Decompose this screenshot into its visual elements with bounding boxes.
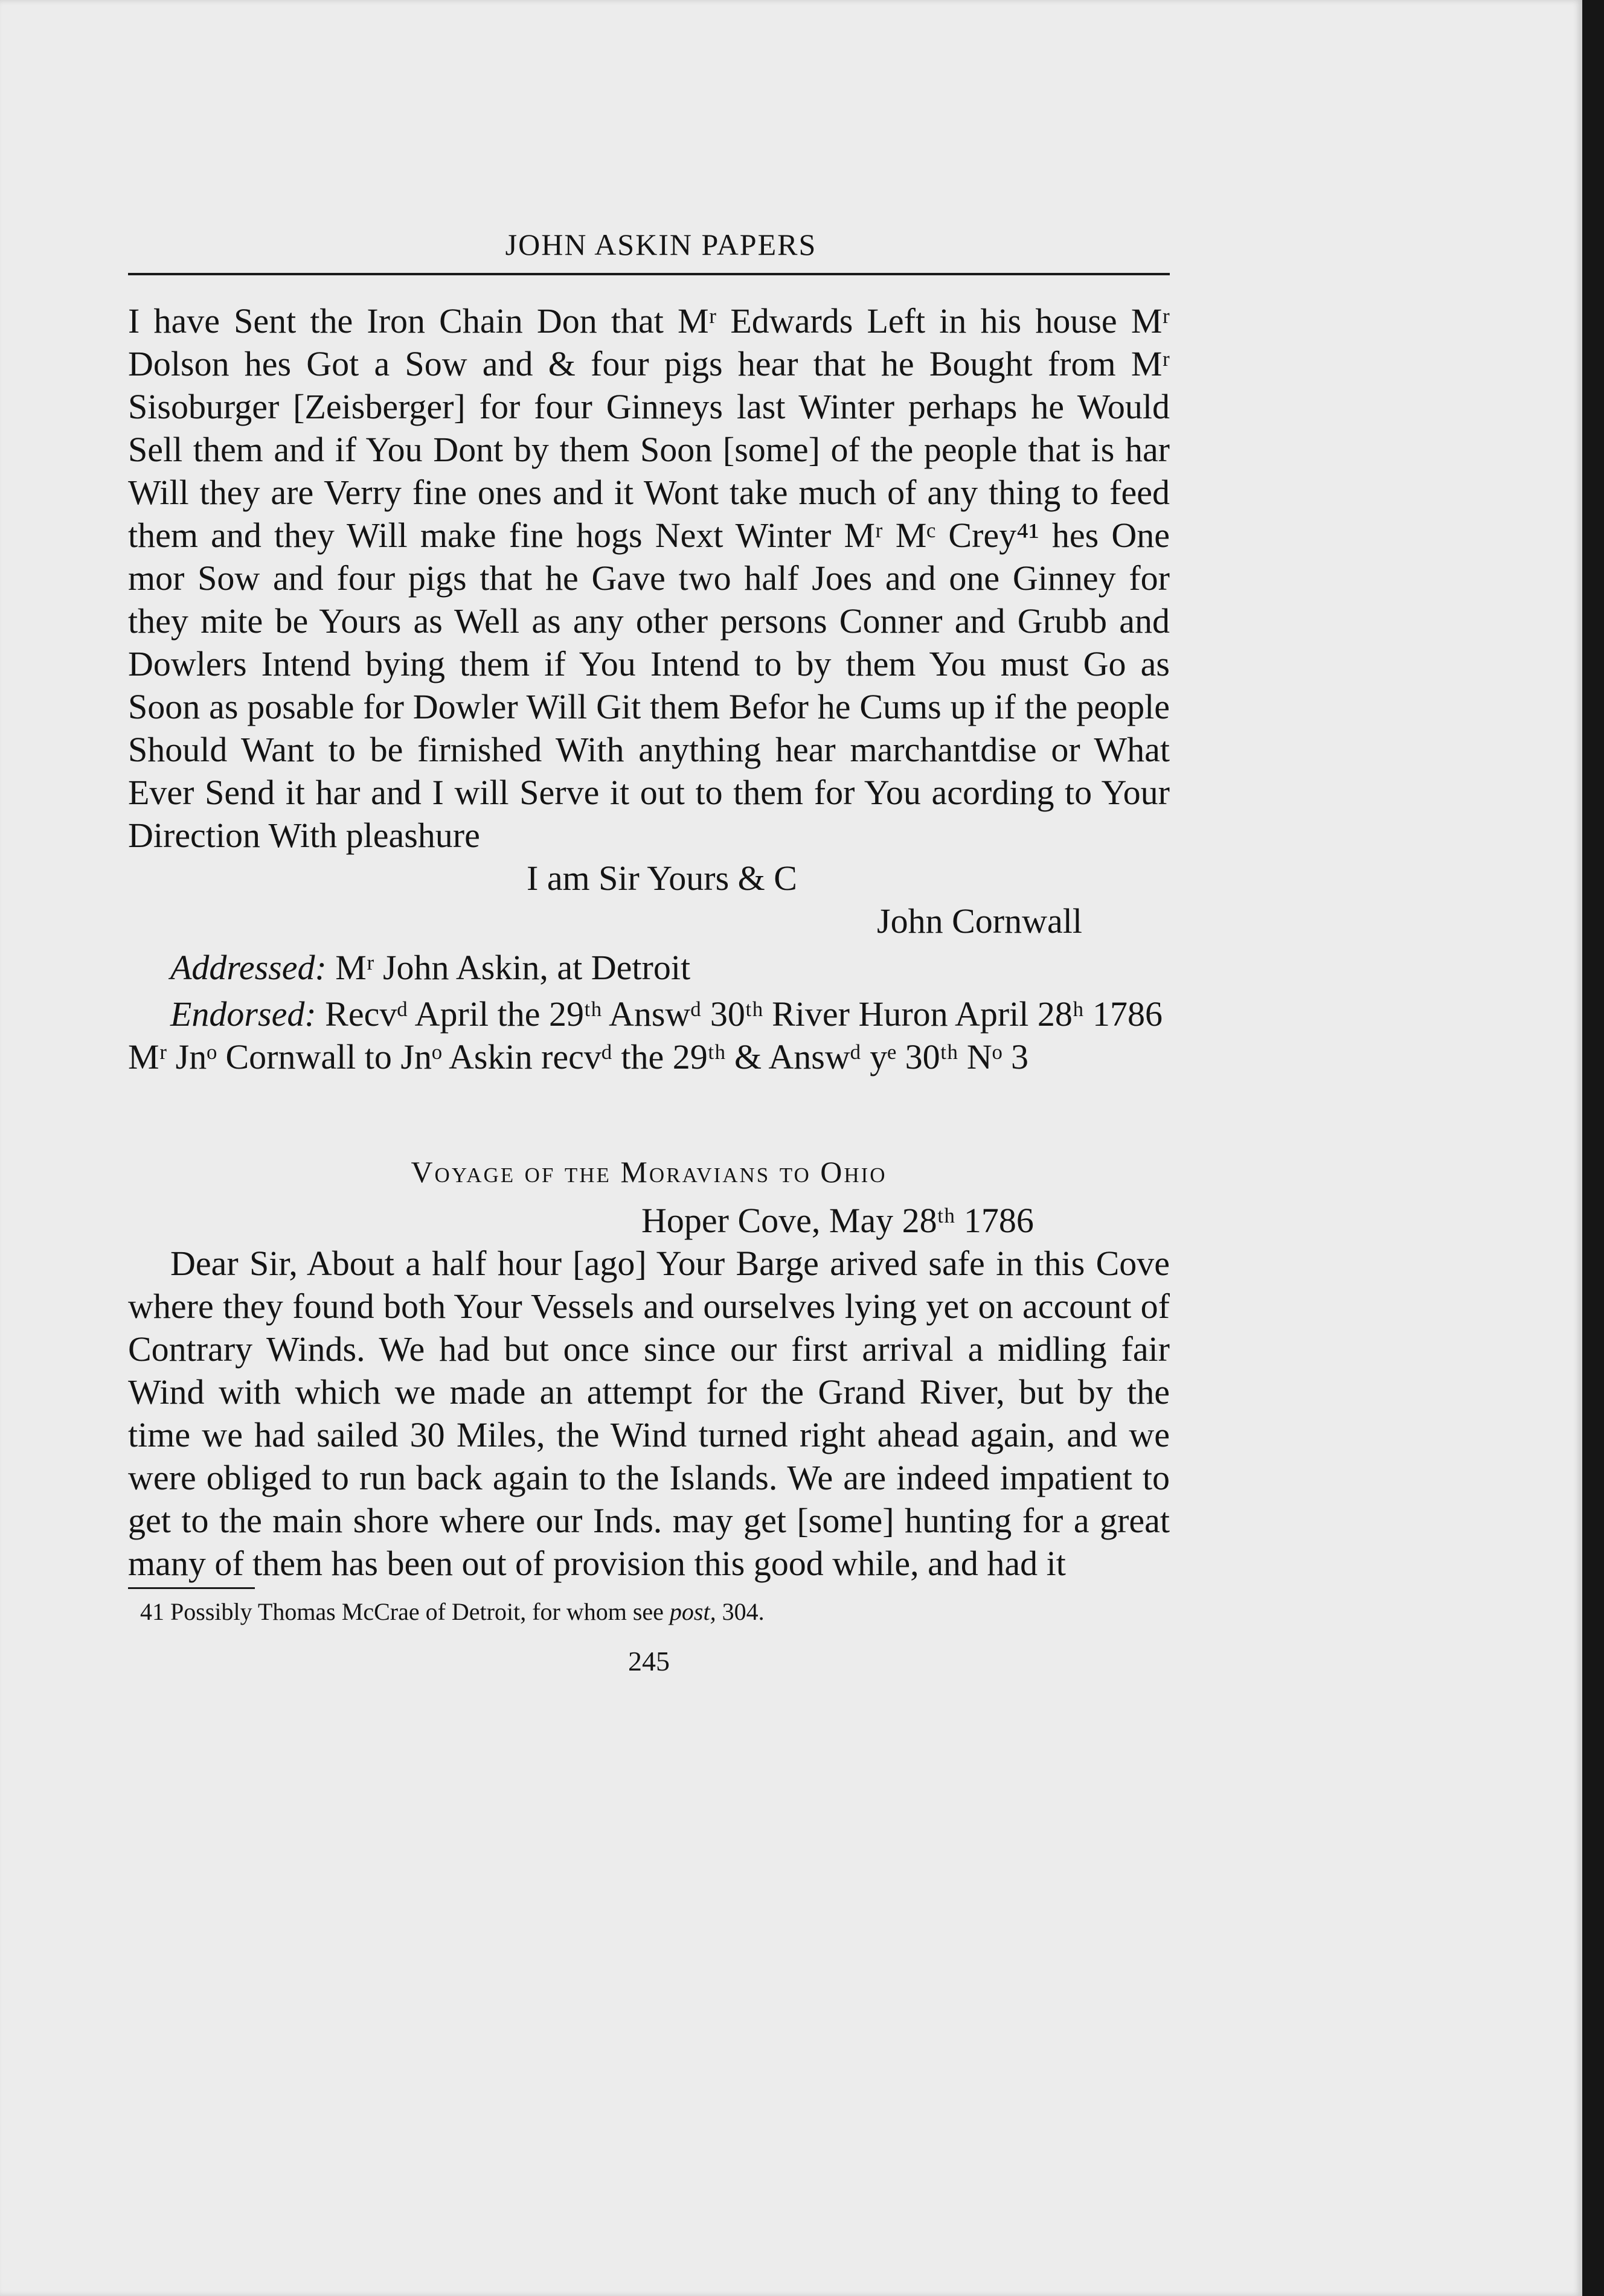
letter2-body: Dear Sir, About a half hour [ago] Your Barge arived safe in this Cove where they found both Your Vessels and ourselves lying yet on account of Contrary Winds. We had but once since our first arrival a midling fair Wind with which we made an attempt for the Grand River, but by the time we had sailed 30 Miles, the Wind turned right ahead again, and we were obliged to run back again to the Islands. We are indeed impatient to get to the main shore where our Inds. may get [some] hunting for a great many of them has been out of provision this good while, and had it [128, 1244, 1170, 1583]
footnote-text-before: Possibly Thomas McCrae of Detroit, for whom see [170, 1598, 664, 1625]
running-head: JOHN ASKIN PAPERS [505, 228, 817, 261]
scan-dark-edge [1582, 0, 1604, 2296]
addressed-label: Addressed: [170, 948, 327, 987]
footnote-reference: post, [669, 1598, 716, 1625]
footnote-number: 41 [140, 1598, 164, 1625]
addressed-line [128, 946, 1170, 989]
letter1-signature: John Cornwall [877, 901, 1082, 941]
letter1-body: I have Sent the Iron Chain Don that Mʳ Edwards Left in his house Mʳ Dolson hes Got a Sow and & four pigs hear that he Bought from Mʳ Sisoburger [Zeisberger] for four Ginneys last Winter perhaps he Would Sell them and if You Dont by them Soon [some] of the people that is har Will they are Verry fine ones and it Wont take much of any thing to feed them and they Will make fine hogs Next Winter Mʳ Mᶜ Crey⁴¹ hes One mor Sow and four pigs that he Gave two half Joes and one Ginney for they mite be Yours as Well as any other persons Conner and Grubb and Dowlers Intend bying them if You Intend to by them You must Go as Soon as posable for Dowler Will Git them Befor he Cums up if the people Should Want to be firnished With anything hear marchantdise or What Ever Send it har and I will Serve it out to them for You acording to Your Direction With pleashure [128, 301, 1170, 855]
footnote-text-after: 304. [722, 1598, 765, 1625]
endorsed-label: Endorsed: [170, 994, 316, 1034]
footnote-rule [128, 1587, 255, 1589]
section-title: Voyage of the Moravians to Ohio [411, 1155, 887, 1189]
page-number: 245 [628, 1646, 670, 1677]
letter1-closing: I am Sir Yours & C [527, 859, 797, 898]
footnote [128, 1595, 1170, 1629]
endorsed-text: Recvᵈ April the 29ᵗʰ Answᵈ 30ᵗʰ River Huron April 28ʰ 1786 Mʳ Jnᵒ Cornwall to Jnᵒ Askin recvᵈ the 29ᵗʰ & Answᵈ yᵉ 30ᵗʰ Nᵒ 3 [128, 994, 1163, 1076]
letter2-dateline: Hoper Cove, May 28ᵗʰ 1786 [641, 1201, 1034, 1240]
endorsed-line [128, 993, 1170, 1078]
page-text-block [128, 223, 1170, 1680]
addressed-text: Mʳ John Askin, at Detroit [335, 948, 691, 987]
header-rule [128, 273, 1170, 275]
